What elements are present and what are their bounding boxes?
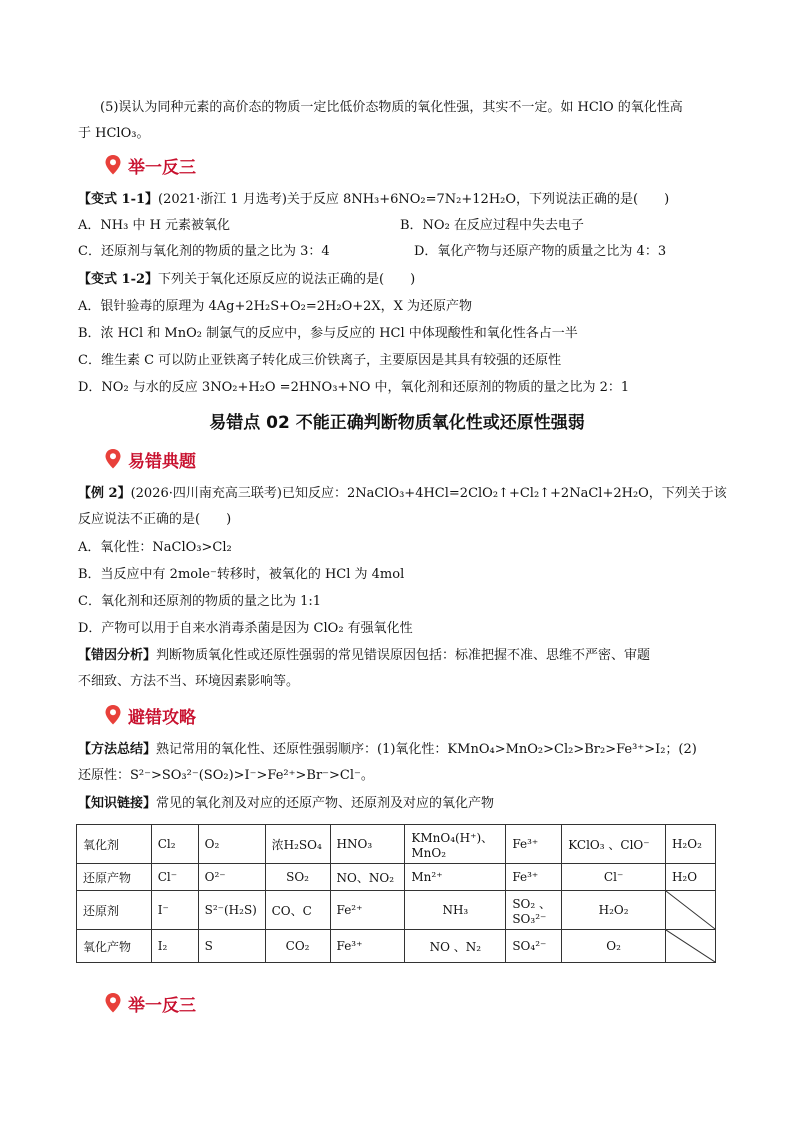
table-cell: S [198,930,265,963]
note-line-2: 于 HClO₃。 [78,126,150,141]
redox-table [76,824,716,963]
option-row [78,216,738,236]
table-row [77,891,716,930]
row-header: 氧化剂 [77,825,152,864]
section-title: 举一反三 [128,995,196,1016]
option-c: C．维生素 C 可以防止亚铁离子转化成三价铁离子，主要原因是其具有较强的还原性 [78,353,562,368]
table-cell: Cl⁻ [562,864,666,891]
table-cell: KClO₃ 、ClO⁻ [562,825,666,864]
table-cell: H₂O₂ [665,825,715,864]
option-c: C．还原剂与氧化剂的物质的量之比为 3：4 [78,244,330,259]
section-title: 举一反三 [128,157,196,178]
table-row [77,930,716,963]
example-stem-2: 反应说法不正确的是( ) [78,512,232,527]
section-header-avoid [104,702,196,728]
table-cell: SO₄²⁻ [506,930,562,963]
table-cell: KMnO₄(H⁺)、MnO₂ [405,825,506,864]
table-cell: SO₂ [265,864,330,891]
row-header: 还原剂 [77,891,152,930]
option-c: C．氧化剂和还原剂的物质的量之比为 1:1 [78,594,322,609]
table-cell: NO、NO₂ [330,864,405,891]
table-cell: I⁻ [151,891,198,930]
table-cell: H₂O₂ [562,891,666,930]
error-analysis [78,646,738,666]
table-cell: O₂ [562,930,666,963]
analysis-text-2: 不细致、方法不当、环境因素影响等。 [78,674,300,689]
example-stem: (2026·四川南充高三联考)已知反应：2NaClO₃+4HCl=2ClO₂↑+Cl₂↑+2NaCl+2H₂O，下列关于该 [130,486,727,501]
location-pin-icon [104,154,122,176]
row-header: 还原产物 [77,864,152,891]
location-pin-icon [104,992,122,1014]
table-cell: Fe³⁺ [330,930,405,963]
section-title: 避错攻略 [128,707,196,728]
example-tag: 【例 2】 [78,486,131,501]
row-header: 氧化产物 [77,930,152,963]
question-1-1 [78,190,738,210]
table-cell: SO₂ 、SO₃²⁻ [506,891,562,930]
knowledge-text: 常见的氧化剂及对应的还原产物、还原剂及对应的氧化产物 [156,796,495,811]
location-pin-icon [104,704,122,726]
section-title: 易错典题 [128,451,196,472]
knowledge-tag: 【知识链接】 [78,796,157,811]
table-cell: Fe³⁺ [506,825,562,864]
option-d: D．NO₂ 与水的反应 3NO₂+H₂O =2HNO₃+NO 中，氧化剂和还原剂的物质的量之比为 2：1 [78,380,630,395]
page-title: 易错点 02 不能正确判断物质氧化性或还原性强弱 [209,413,585,433]
diagonal-line [666,891,715,929]
table-cell: Cl₂ [151,825,198,864]
method-text: 熟记常用的氧化性、还原性强弱顺序：(1)氧化性：KMnO₄>MnO₂>Cl₂>Br₂>Fe³⁺>I₂；(2) [156,742,697,757]
question-tag: 【变式 1-2】 [78,272,159,287]
option-b: B．当反应中有 2mole⁻转移时，被氧化的 HCl 为 4mol [78,567,405,582]
table-cell: S²⁻(H₂S) [198,891,265,930]
method-tag: 【方法总结】 [78,742,157,757]
method-summary [78,740,738,760]
table-cell: Fe³⁺ [506,864,562,891]
option-b: B．浓 HCl 和 MnO₂ 制氯气的反应中，参与反应的 HCl 中体现酸性和氧化性各占一半 [78,326,578,341]
table-cell: CO、C [265,891,330,930]
option-a: A．氧化性：NaClO₃>Cl₂ [78,540,232,555]
option-d: D．产物可以用于自来水消毒杀菌是因为 ClO₂ 有强氧化性 [78,621,413,636]
analysis-text: 判断物质氧化性或还原性强弱的常见错误原因包括：标准把握不准、思维不严密、审题 [156,648,651,663]
table-cell: 浓H₂SO₄ [265,825,330,864]
section-header-typical [104,446,196,472]
question-tag: 【变式 1-1】 [78,192,159,207]
table-cell: NO 、N₂ [405,930,506,963]
table-cell: O₂ [198,825,265,864]
method-text-2: 还原性：S²⁻>SO₃²⁻(SO₂)>I⁻>Fe²⁺>Br⁻>Cl⁻。 [78,768,374,783]
option-a: A．银针验毒的原理为 4Ag+2H₂S+O₂=2H₂O+2X，X 为还原产物 [78,299,473,314]
question-stem: 下列关于氧化还原反应的说法正确的是( ) [158,272,416,287]
option-a: A．NH₃ 中 H 元素被氧化 [78,218,231,233]
option-row [78,242,738,262]
empty-diagonal-cell [665,891,715,930]
table-cell: Mn²⁺ [405,864,506,891]
question-1-2 [78,270,738,290]
example-2 [78,484,738,504]
section-header-practice [104,152,196,178]
table-cell: I₂ [151,930,198,963]
note-line-1: (5)误认为同种元素的高价态的物质一定比低价态物质的氧化性强，其实不一定。如 HClO 的氧化性高 [100,100,683,115]
option-b: B．NO₂ 在反应过程中失去电子 [400,218,584,233]
table-row [77,825,716,864]
table-cell: H₂O [665,864,715,891]
table-cell: O²⁻ [198,864,265,891]
analysis-tag: 【错因分析】 [78,648,157,663]
table-row [77,864,716,891]
table-cell: Fe²⁺ [330,891,405,930]
question-stem: (2021·浙江 1 月选考)关于反应 8NH₃+6NO₂=7N₂+12H₂O，下列说法正确的是( ) [158,192,670,207]
knowledge-link [78,794,738,814]
table-cell: NH₃ [405,891,506,930]
option-d: D．氧化产物与还原产物的质量之比为 4：3 [414,244,667,259]
diagonal-line [666,930,715,962]
location-pin-icon [104,448,122,470]
table-cell: HNO₃ [330,825,405,864]
empty-diagonal-cell [665,930,715,963]
section-header-practice-2 [104,990,196,1016]
table-cell: CO₂ [265,930,330,963]
table-cell: Cl⁻ [151,864,198,891]
